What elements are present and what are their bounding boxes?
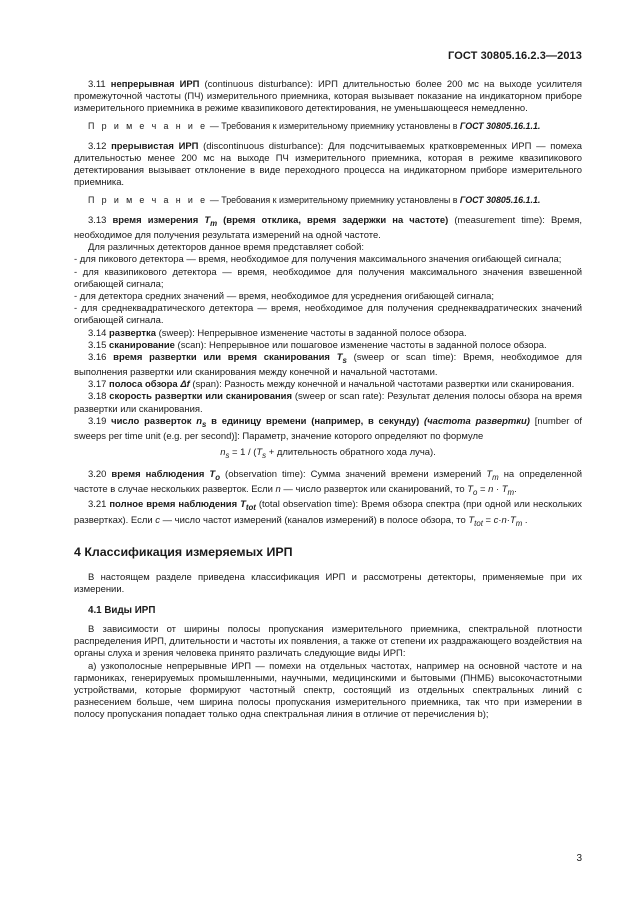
definition-3-19: 3.19 число разверток $n_s$ в единицу времени (например, в секунду) (частота развертки) [number of sweeps per time unit (e.g. per second)]: Параметр, значение которого определяют по формуле xyxy=(74,415,582,442)
section-4-intro: В настоящем разделе приведена классификация ИРП и рассмотрены детекторы, применяемые при их измерении. xyxy=(74,571,582,595)
note: П р и м е ч а н и е — Требования к измерительному приемнику установлены в ГОСТ 30805.16.1.1. xyxy=(88,120,541,131)
term: непрерывная ИРП xyxy=(110,79,200,90)
definition-3-16: 3.16 время развертки или время сканирования $T_s$ (sweep or scan time): Время, необходимое для выполнения развертки или сканирования между конечной и начальной частотами. xyxy=(74,351,582,379)
definition-3-20: 3.20 время наблюдения $T_o$ (observation time): Сумма значений времени измерений $T_m$ на определенной частоте в случае нескольких разверток. Если n — число разверток или сканирований, то $T_o = n \cdot T_m$. xyxy=(74,469,582,498)
definition-3-21: 3.21 полное время наблюдения $T_{tot}$ (total observation time): Время обзора спектра (при одной или нескольких развертках). Если c — число частот измерений (каналов измерений) в полосе обзора, то $T_{tot} = c\cdot n\cdot T_m$ . xyxy=(74,499,582,528)
definition-3-13: 3.13 время измерения $T_m$ (время отклика, время задержки на частоте) (measurement time): Время, необходимое для получения результата измерений на одной частоте. xyxy=(74,214,582,241)
definition-3-12: 3.12 прерывистая ИРП (discontinuous disturbance): Для подсчитываемых кратковременных ИРП — помеха длительностью менее 200 мс на выходе ПЧ измерительного приемника, которая в режиме квазипикового детектирования вызывает отклонение в виде переходного процесса на индикаторном приборе измерительного приемника. xyxy=(74,140,582,189)
definition-3-17: 3.17 полоса обзора Δf (span): Разность между конечной и начальной частотами развертки или сканирования. xyxy=(88,379,575,391)
term: время измерения $T_m$ (время отклика, время задержки на частоте) xyxy=(112,214,449,228)
definition-3-18: 3.18 скорость развертки или сканирования (sweep or scan rate): Результат деления полосы обзора на время развертки или сканирования. xyxy=(74,391,582,415)
list-item-a: а) узкополосные непрерывные ИРП — помехи на отдельных частотах, например на основной частоте и на гармониках, генерируемых промышленными, научными, медицинскими и бытовыми (ПНМБ) высокочастотными устройствами, которые формируют частотный спектр, состоящий из отдельных спектральных линий с разнесением больше, чем ширина полосы пропускания измерительного приемника, так что при измерении в полосу пропускания попадает только одна спектральная линия в отличие от перечисления b); xyxy=(74,660,582,721)
detector-intro: Для различных детекторов данное время представляет собой: xyxy=(88,242,365,254)
term: полное время наблюдения $T_{tot}$ xyxy=(109,499,256,513)
term: скорость развертки или сканирования xyxy=(109,391,292,403)
term: прерывистая ИРП xyxy=(111,140,199,152)
list-item: - для пикового детектора — время, необходимое для получения максимального значения огибающей сигнала; xyxy=(74,254,562,266)
term: сканирование xyxy=(109,339,175,351)
list-item: - для среднеквадратического детектора — время, необходимое для получения среднеквадратических значений огибающей сигнала. xyxy=(74,303,582,327)
definition-3-11: 3.11 непрерывная ИРП (continuous disturbance): ИРП длительностью более 200 мс на выходе усилителя промежуточной частоты (ПЧ) измерительного приемника, которая вызывает показание на индикаторном приборе измерительного приемника в режиме квазипикового детектирования, не уменьшающееся немедленно. xyxy=(74,79,582,115)
sweep-formula: $n_s = 1 / (T_s$ + длительность обратного хода луча). xyxy=(220,447,436,461)
term: полоса обзора Δf xyxy=(109,379,190,391)
term: развертка xyxy=(109,327,156,339)
standard-header: ГОСТ 30805.16.2.3—2013 xyxy=(448,50,582,62)
note: П р и м е ч а н и е — Требования к измерительному приемнику установлены в ГОСТ 30805.16.1.1. xyxy=(88,194,541,205)
definition-3-15: 3.15 сканирование (scan): Непрерывное или пошаговое изменение частоты в заданной полосе обзора. xyxy=(88,339,547,351)
definition-3-14: 3.14 развертка (sweep): Непрерывное изменение частоты в заданной полосе обзора. xyxy=(88,327,467,339)
page-number: 3 xyxy=(576,853,582,864)
list-item: - для квазипикового детектора — время, необходимое для получения максимального значения взвешенной огибающей сигнала; xyxy=(74,266,582,290)
term: число разверток $n_s$ в единицу времени (например, в секунду) (частота развертки) xyxy=(111,415,530,429)
paragraph: В зависимости от ширины полосы пропускания измерительного приемника, спектральной плотности распределения ИРП, длительности и частоты их появления, а также от степени их раздражающего воздействия на органы слуха и зрения человека принято различать следующие виды ИРП: xyxy=(74,624,582,660)
subsection-4-1-heading: 4.1 Виды ИРП xyxy=(88,605,156,617)
page-content xyxy=(74,79,582,722)
list-item: - для детектора средних значений — время, необходимое для усреднения огибающей сигнала; xyxy=(74,290,495,302)
term: время развертки или время сканирования $T_s$ xyxy=(113,351,347,365)
section-4-heading: 4 Классификация измеряемых ИРП xyxy=(74,544,293,559)
term: время наблюдения $T_o$ xyxy=(111,469,220,483)
